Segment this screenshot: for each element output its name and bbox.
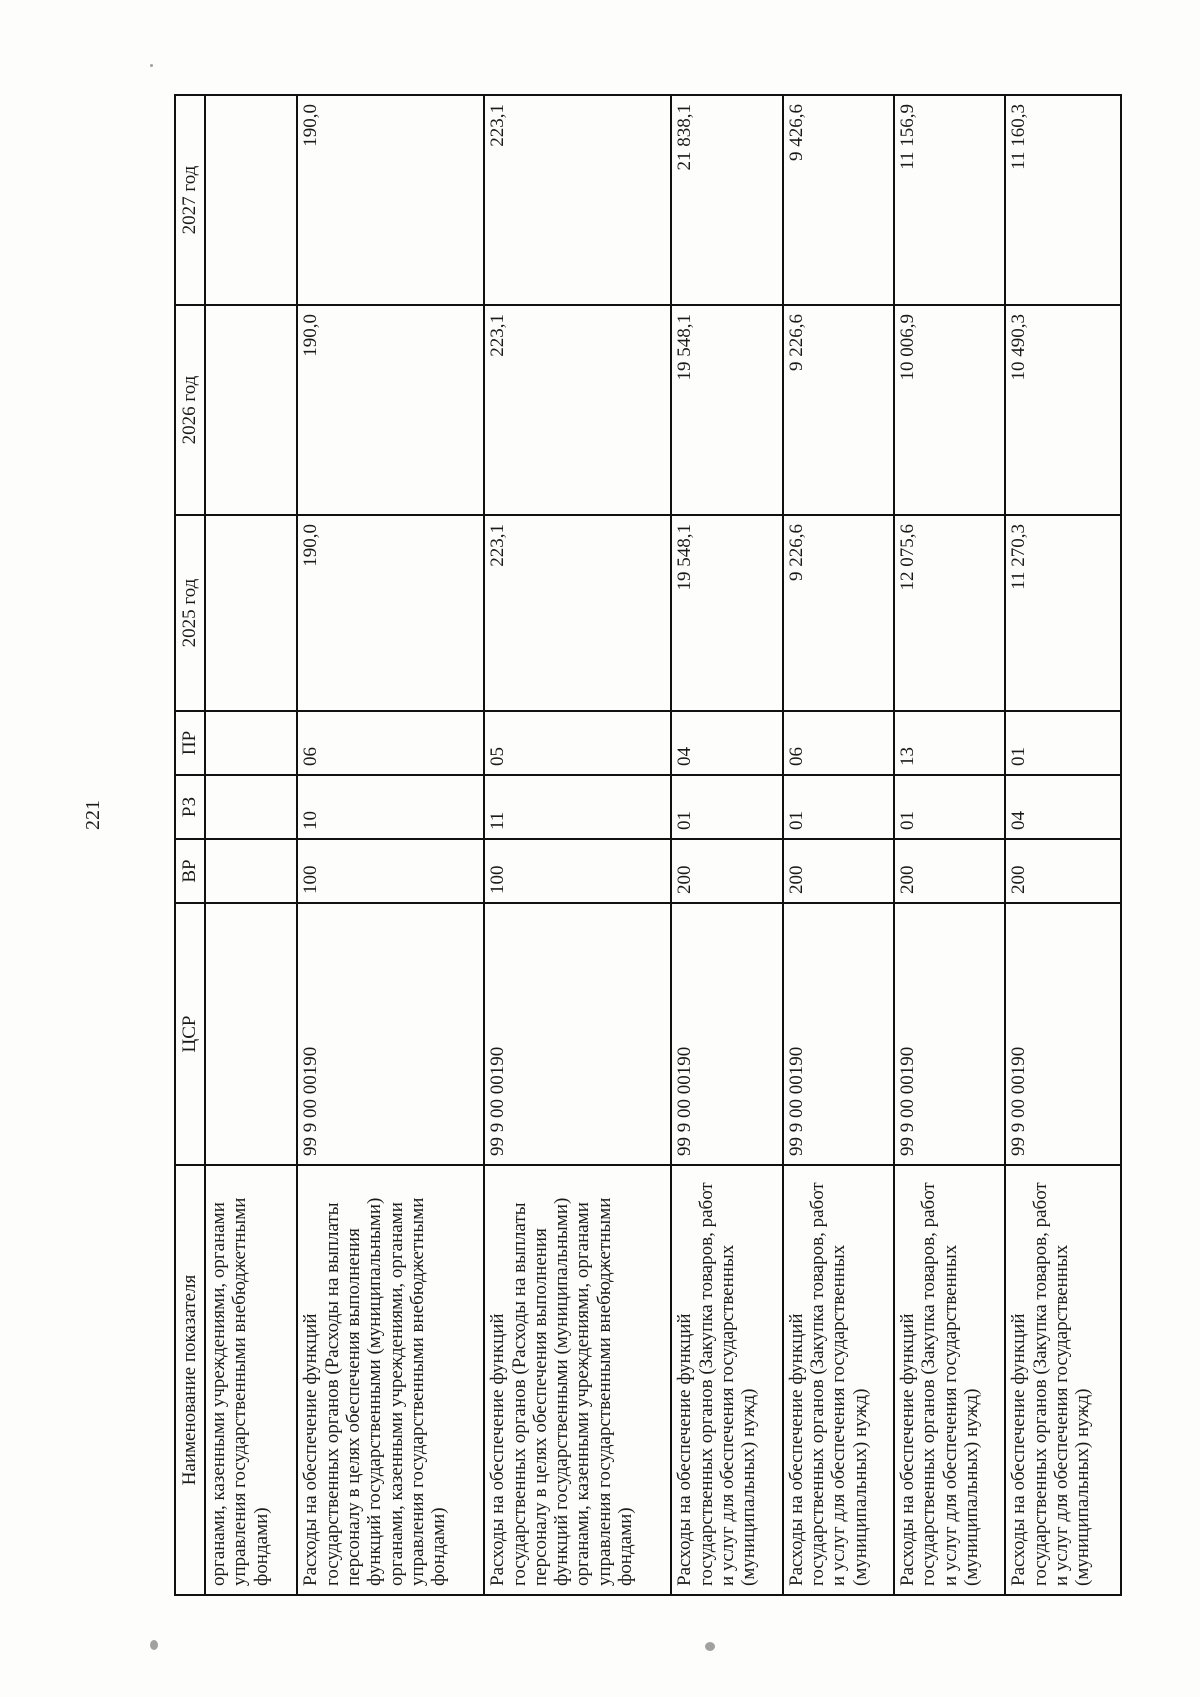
cell-2027: 11 156,9 (894, 95, 1005, 305)
cell-pr: 06 (297, 711, 484, 775)
cell-vr: 200 (783, 839, 894, 903)
cell-2027: 11 160,3 (1005, 95, 1121, 305)
cell-csr: 99 9 00 00190 (1005, 903, 1121, 1165)
cell-vr: 200 (671, 839, 782, 903)
rotated-table-container (174, 96, 1122, 1596)
cell-name: Расходы на обеспечение функций государственных органов (Закупка товаров, работ и услуг для обеспечения государственных (муниципальных) нужд) (671, 1165, 782, 1595)
cell-rz (205, 775, 297, 839)
cell-rz: 01 (894, 775, 1005, 839)
scan-speck (705, 1642, 715, 1651)
cell-2026: 19 548,1 (671, 305, 782, 515)
cell-name: Расходы на обеспечение функций государственных органов (Закупка товаров, работ и услуг для обеспечения государственных (муниципальных) нужд) (1005, 1165, 1121, 1595)
cell-vr: 100 (484, 839, 671, 903)
page-number: 221 (82, 800, 104, 830)
cell-pr: 13 (894, 711, 1005, 775)
table-row (484, 95, 671, 1595)
table-row (894, 95, 1005, 1595)
cell-2025: 9 226,6 (783, 515, 894, 711)
cell-2025: 223,1 (484, 515, 671, 711)
cell-vr: 200 (1005, 839, 1121, 903)
cell-vr: 100 (297, 839, 484, 903)
budget-table (174, 94, 1122, 1596)
cell-pr: 01 (1005, 711, 1121, 775)
cell-2025: 11 270,3 (1005, 515, 1121, 711)
cell-csr (205, 903, 297, 1165)
cell-2026: 190,0 (297, 305, 484, 515)
cell-vr (205, 839, 297, 903)
cell-rz: 04 (1005, 775, 1121, 839)
cell-name: органами, казенными учреждениями, органами управления государственными внебюджетными фондами) (205, 1165, 297, 1595)
header-rz: РЗ (175, 775, 205, 839)
cell-2026 (205, 305, 297, 515)
cell-pr: 05 (484, 711, 671, 775)
cell-2026: 9 226,6 (783, 305, 894, 515)
scan-speck (150, 64, 153, 67)
cell-rz: 11 (484, 775, 671, 839)
cell-pr: 06 (783, 711, 894, 775)
cell-rz: 01 (783, 775, 894, 839)
cell-2027: 223,1 (484, 95, 671, 305)
table-row (1005, 95, 1121, 1595)
table-row (783, 95, 894, 1595)
cell-2026: 10 006,9 (894, 305, 1005, 515)
table-header-row (175, 95, 205, 1595)
cell-2025: 190,0 (297, 515, 484, 711)
cell-name: Расходы на обеспечение функций государственных органов (Расходы на выплаты персоналу в целях обеспечения выполнения функций государственными (муниципальными) органами, казенными учреждениями, органами управления государственными внебюджетными фондами) (297, 1165, 484, 1595)
cell-csr: 99 9 00 00190 (297, 903, 484, 1165)
cell-vr: 200 (894, 839, 1005, 903)
cell-pr (205, 711, 297, 775)
header-2026: 2026 год (175, 305, 205, 515)
table-row (205, 95, 297, 1595)
cell-name: Расходы на обеспечение функций государственных органов (Закупка товаров, работ и услуг для обеспечения государственных (муниципальных) нужд) (783, 1165, 894, 1595)
cell-2027: 9 426,6 (783, 95, 894, 305)
cell-2025: 12 075,6 (894, 515, 1005, 711)
cell-2026: 10 490,3 (1005, 305, 1121, 515)
cell-rz: 01 (671, 775, 782, 839)
cell-csr: 99 9 00 00190 (894, 903, 1005, 1165)
scan-speck (150, 1640, 158, 1650)
cell-name: Расходы на обеспечение функций государственных органов (Закупка товаров, работ и услуг для обеспечения государственных (муниципальных) нужд) (894, 1165, 1005, 1595)
header-2025: 2025 год (175, 515, 205, 711)
header-2027: 2027 год (175, 95, 205, 305)
cell-2026: 223,1 (484, 305, 671, 515)
cell-2027: 190,0 (297, 95, 484, 305)
header-vr: ВР (175, 839, 205, 903)
header-name: Наименование показателя (175, 1165, 205, 1595)
cell-name: Расходы на обеспечение функций государственных органов (Расходы на выплаты персоналу в целях обеспечения выполнения функций государственными (муниципальными) органами, казенными учреждениями, органами управления государственными внебюджетными фондами) (484, 1165, 671, 1595)
cell-rz: 10 (297, 775, 484, 839)
table-row (671, 95, 782, 1595)
table-row (297, 95, 484, 1595)
cell-2025: 19 548,1 (671, 515, 782, 711)
cell-2027: 21 838,1 (671, 95, 782, 305)
cell-2025 (205, 515, 297, 711)
cell-csr: 99 9 00 00190 (783, 903, 894, 1165)
header-csr: ЦСР (175, 903, 205, 1165)
header-pr: ПР (175, 711, 205, 775)
cell-2027 (205, 95, 297, 305)
cell-pr: 04 (671, 711, 782, 775)
cell-csr: 99 9 00 00190 (484, 903, 671, 1165)
cell-csr: 99 9 00 00190 (671, 903, 782, 1165)
